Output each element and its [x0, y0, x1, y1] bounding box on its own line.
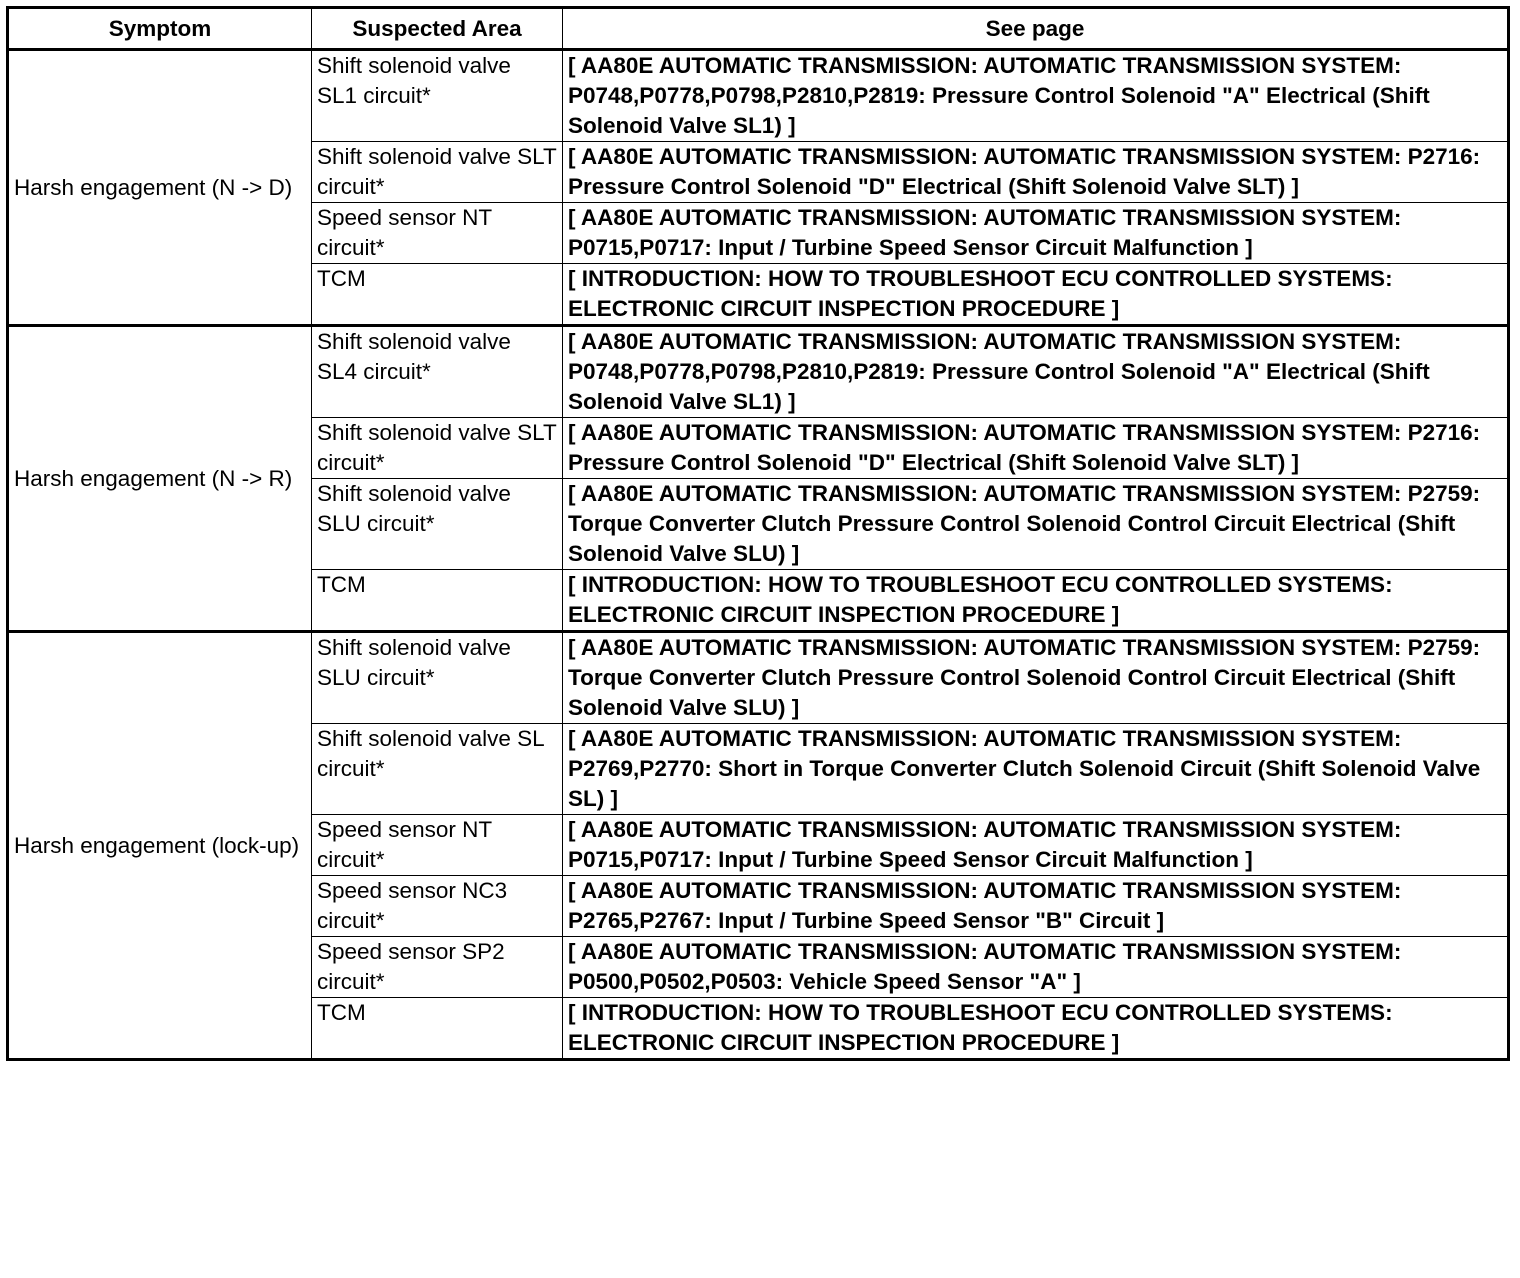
see-page-link[interactable]: [ INTRODUCTION: HOW TO TROUBLESHOOT ECU CONTROLLED SYSTEMS: ELECTRONIC CIRCUIT INSPECTION PROCEDURE ]	[563, 570, 1509, 632]
see-page-link[interactable]: [ AA80E AUTOMATIC TRANSMISSION: AUTOMATIC TRANSMISSION SYSTEM: P0715,P0717: Input / Turbine Speed Sensor Circuit Malfunction ]	[563, 815, 1509, 876]
suspected-area-cell: Shift solenoid valve SLT circuit*	[312, 418, 563, 479]
header-suspected-area: Suspected Area	[312, 8, 563, 50]
see-page-link[interactable]: [ AA80E AUTOMATIC TRANSMISSION: AUTOMATIC TRANSMISSION SYSTEM: P2716: Pressure Control Solenoid "D" Electrical (Shift Solenoid Valve SLT) ]	[563, 418, 1509, 479]
see-page-link[interactable]: [ AA80E AUTOMATIC TRANSMISSION: AUTOMATIC TRANSMISSION SYSTEM: P0715,P0717: Input / Turbine Speed Sensor Circuit Malfunction ]	[563, 203, 1509, 264]
see-page-link[interactable]: [ AA80E AUTOMATIC TRANSMISSION: AUTOMATIC TRANSMISSION SYSTEM: P0748,P0778,P0798,P2810,P2819: Pressure Control Solenoid "A" Electrical (Shift Solenoid Valve SL1) ]	[563, 50, 1509, 142]
suspected-area-cell: TCM	[312, 570, 563, 632]
table-row	[8, 50, 1509, 142]
see-page-link[interactable]: [ AA80E AUTOMATIC TRANSMISSION: AUTOMATIC TRANSMISSION SYSTEM: P2765,P2767: Input / Turbine Speed Sensor "B" Circuit ]	[563, 876, 1509, 937]
see-page-link[interactable]: [ INTRODUCTION: HOW TO TROUBLESHOOT ECU CONTROLLED SYSTEMS: ELECTRONIC CIRCUIT INSPECTION PROCEDURE ]	[563, 998, 1509, 1060]
symptom-table	[6, 6, 1510, 1061]
suspected-area-cell: Shift solenoid valve SLU circuit*	[312, 479, 563, 570]
see-page-link[interactable]: [ AA80E AUTOMATIC TRANSMISSION: AUTOMATIC TRANSMISSION SYSTEM: P2716: Pressure Control Solenoid "D" Electrical (Shift Solenoid Valve SLT) ]	[563, 142, 1509, 203]
see-page-link[interactable]: [ AA80E AUTOMATIC TRANSMISSION: AUTOMATIC TRANSMISSION SYSTEM: P2759: Torque Converter Clutch Pressure Control Solenoid Control Circuit Electrical (Shift Solenoid Valve SLU) ]	[563, 632, 1509, 724]
see-page-link[interactable]: [ AA80E AUTOMATIC TRANSMISSION: AUTOMATIC TRANSMISSION SYSTEM: P0748,P0778,P0798,P2810,P2819: Pressure Control Solenoid "A" Electrical (Shift Solenoid Valve SL1) ]	[563, 326, 1509, 418]
table-row	[8, 326, 1509, 418]
suspected-area-cell: Speed sensor SP2 circuit*	[312, 937, 563, 998]
suspected-area-cell: Shift solenoid valve SLT circuit*	[312, 142, 563, 203]
suspected-area-cell: Speed sensor NC3 circuit*	[312, 876, 563, 937]
see-page-link[interactable]: [ AA80E AUTOMATIC TRANSMISSION: AUTOMATIC TRANSMISSION SYSTEM: P2769,P2770: Short in Torque Converter Clutch Solenoid Circuit (Shift Solenoid Valve SL) ]	[563, 724, 1509, 815]
header-row	[8, 8, 1509, 50]
symptom-cell: Harsh engagement (N -> R)	[8, 326, 312, 632]
see-page-link[interactable]: [ INTRODUCTION: HOW TO TROUBLESHOOT ECU CONTROLLED SYSTEMS: ELECTRONIC CIRCUIT INSPECTION PROCEDURE ]	[563, 264, 1509, 326]
symptom-cell: Harsh engagement (N -> D)	[8, 50, 312, 326]
see-page-link[interactable]: [ AA80E AUTOMATIC TRANSMISSION: AUTOMATIC TRANSMISSION SYSTEM: P0500,P0502,P0503: Vehicle Speed Sensor "A" ]	[563, 937, 1509, 998]
table-body	[8, 50, 1509, 1060]
symptom-cell: Harsh engagement (lock-up)	[8, 632, 312, 1060]
header-symptom: Symptom	[8, 8, 312, 50]
header-see-page: See page	[563, 8, 1509, 50]
suspected-area-cell: TCM	[312, 998, 563, 1060]
suspected-area-cell: Shift solenoid valve SL4 circuit*	[312, 326, 563, 418]
suspected-area-cell: Speed sensor NT circuit*	[312, 815, 563, 876]
table-row	[8, 632, 1509, 724]
suspected-area-cell: Speed sensor NT circuit*	[312, 203, 563, 264]
suspected-area-cell: Shift solenoid valve SLU circuit*	[312, 632, 563, 724]
suspected-area-cell: Shift solenoid valve SL1 circuit*	[312, 50, 563, 142]
suspected-area-cell: Shift solenoid valve SL circuit*	[312, 724, 563, 815]
see-page-link[interactable]: [ AA80E AUTOMATIC TRANSMISSION: AUTOMATIC TRANSMISSION SYSTEM: P2759: Torque Converter Clutch Pressure Control Solenoid Control Circuit Electrical (Shift Solenoid Valve SLU) ]	[563, 479, 1509, 570]
suspected-area-cell: TCM	[312, 264, 563, 326]
